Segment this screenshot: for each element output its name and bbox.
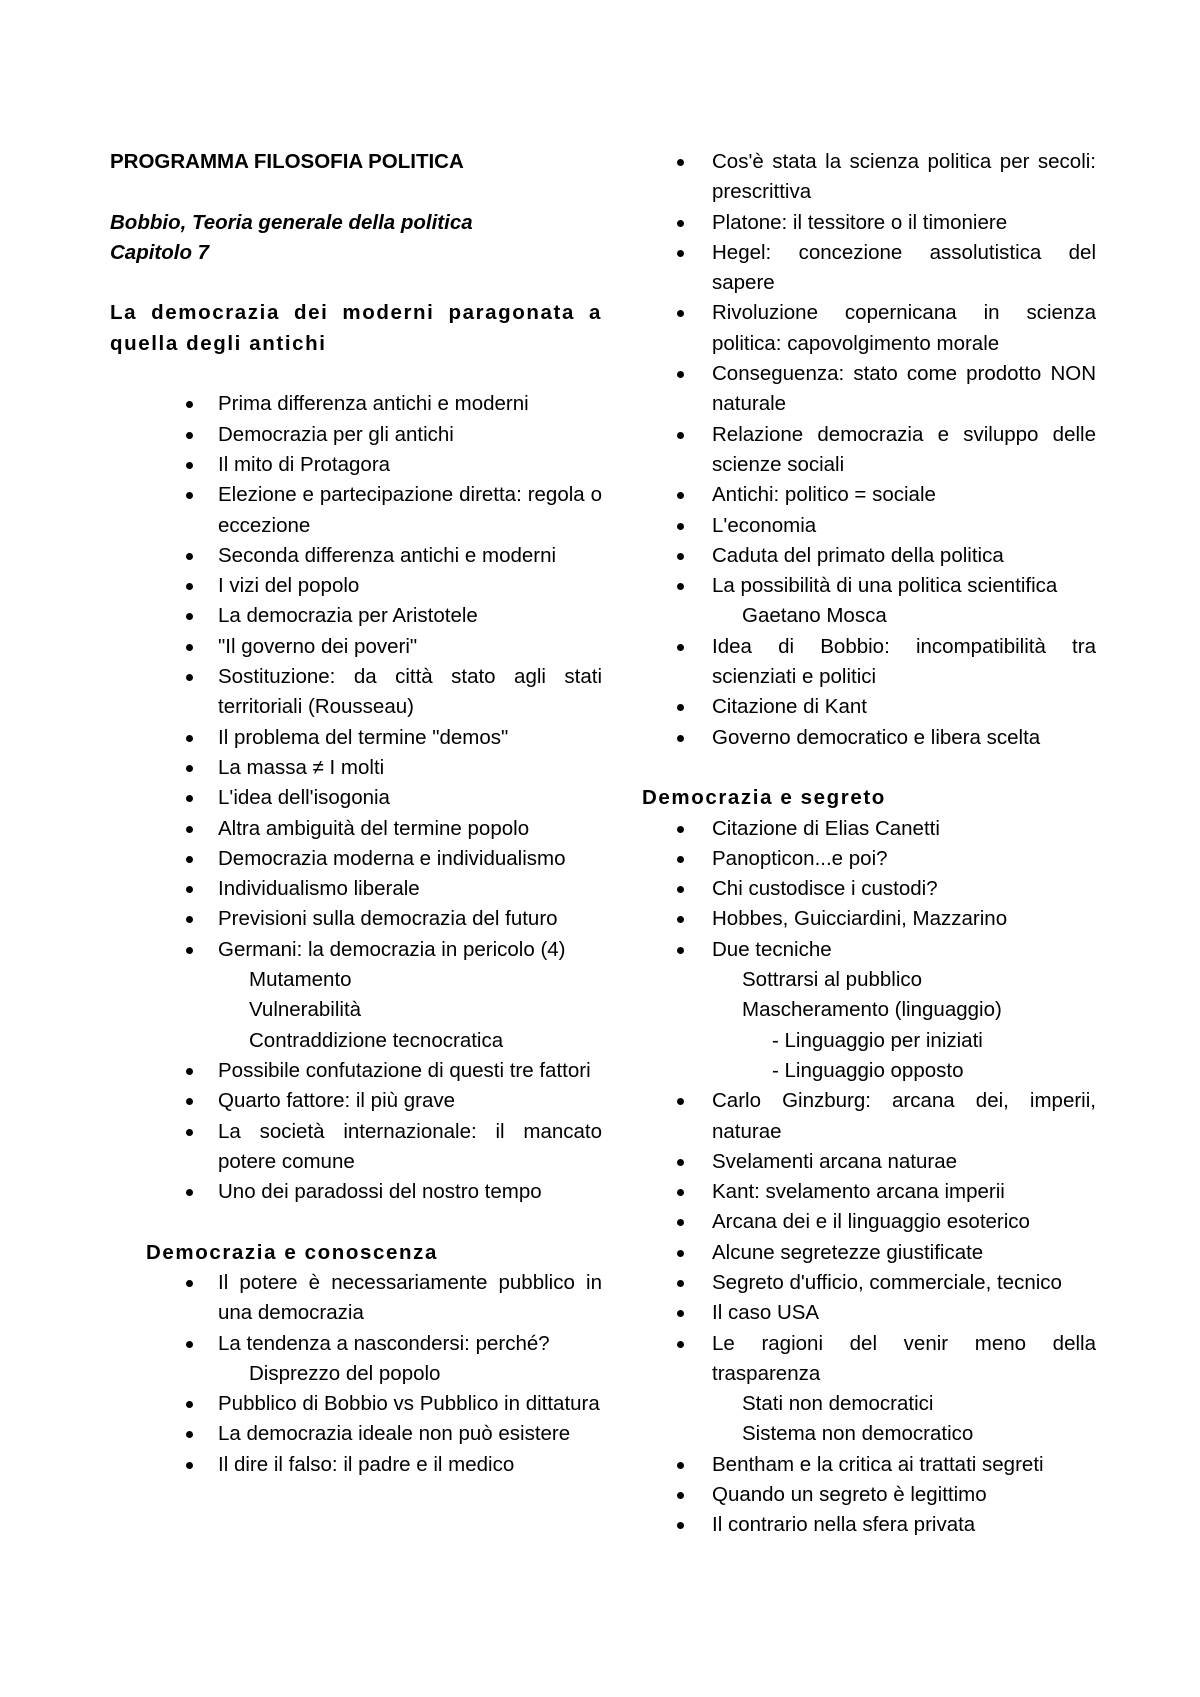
bullet-icon <box>677 1310 684 1317</box>
section-heading: Democrazia e conoscenza <box>146 1240 439 1264</box>
bullet-icon <box>677 553 684 560</box>
bullet-list <box>110 1268 602 1359</box>
bullet-icon <box>186 1098 193 1105</box>
list-item: Il dire il falso: il padre e il medico <box>110 1450 602 1480</box>
bullet-icon <box>186 1068 193 1075</box>
list-item: Germani: la democrazia in pericolo (4) <box>110 935 602 965</box>
bullet-icon <box>677 1522 684 1529</box>
list-item: La possibilità di una politica scientifica <box>640 571 1096 601</box>
left-column <box>110 147 602 1480</box>
list-item: Citazione di Kant <box>640 692 1096 722</box>
list-item: Le ragioni del venir meno della trasparenza <box>640 1329 1096 1390</box>
bullet-icon <box>677 947 684 954</box>
bullet-icon <box>186 401 193 408</box>
bullet-icon <box>186 1280 193 1287</box>
sub-item: Sottrarsi al pubblico <box>742 968 923 992</box>
list-item: Quarto fattore: il più grave <box>110 1086 602 1116</box>
bullet-icon <box>677 159 684 166</box>
list-item: Svelamenti arcana naturae <box>640 1147 1096 1177</box>
list-item: L'idea dell'isogonia <box>110 783 602 813</box>
section-heading: Democrazia e segreto <box>642 786 886 810</box>
list-item: Chi custodisce i custodi? <box>640 874 1096 904</box>
bullet-list <box>110 1389 602 1480</box>
list-item: Quando un segreto è legittimo <box>640 1480 1096 1510</box>
bullet-icon <box>677 704 684 711</box>
bullet-icon <box>186 1189 193 1196</box>
list-item: Individualismo liberale <box>110 874 602 904</box>
bullet-icon <box>186 916 193 923</box>
list-item: Pubblico di Bobbio vs Pubblico in dittatura <box>110 1389 602 1419</box>
bullet-icon <box>677 826 684 833</box>
bullet-list <box>110 389 602 965</box>
list-item: Antichi: politico = sociale <box>640 480 1096 510</box>
list-item: Relazione democrazia e sviluppo delle scienze sociali <box>640 420 1096 481</box>
bullet-icon <box>677 916 684 923</box>
list-item: Il contrario nella sfera privata <box>640 1510 1096 1540</box>
bullet-list <box>640 147 1096 601</box>
bullet-icon <box>186 613 193 620</box>
list-item: Uno dei paradossi del nostro tempo <box>110 1177 602 1207</box>
list-item: Possibile confutazione di questi tre fattori <box>110 1056 602 1086</box>
bullet-icon <box>186 1401 193 1408</box>
sub-sub-item: - Linguaggio per iniziati <box>772 1028 983 1052</box>
list-item: Governo democratico e libera scelta <box>640 723 1096 753</box>
bullet-icon <box>186 947 193 954</box>
list-item: Kant: svelamento arcana imperii <box>640 1177 1096 1207</box>
list-item: Hegel: concezione assolutistica del sapere <box>640 238 1096 299</box>
section-heading-line1: La democrazia dei moderni paragonata a <box>110 301 602 325</box>
right-column <box>640 147 1096 1541</box>
sub-item: Contraddizione tecnocratica <box>249 1028 504 1052</box>
bullet-icon <box>677 310 684 317</box>
bullet-icon <box>677 523 684 530</box>
list-item: Hobbes, Guicciardini, Mazzarino <box>640 904 1096 934</box>
bullet-icon <box>186 765 193 772</box>
bullet-icon <box>186 856 193 863</box>
list-item: Arcana dei e il linguaggio esoterico <box>640 1207 1096 1237</box>
chapter-title: Capitolo 7 <box>110 240 210 264</box>
list-item: Sostituzione: da città stato agli stati territoriali (Rousseau) <box>110 662 602 723</box>
bullet-icon <box>677 492 684 499</box>
list-item: Prima differenza antichi e moderni <box>110 389 602 419</box>
bullet-icon <box>186 1431 193 1438</box>
book-title: Bobbio, Teoria generale della politica <box>110 210 473 234</box>
list-item: Cos'è stata la scienza politica per secoli: prescrittiva <box>640 147 1096 208</box>
bullet-icon <box>677 1462 684 1469</box>
list-item: Elezione e partecipazione diretta: regola o eccezione <box>110 480 602 541</box>
sub-item: Mascheramento (linguaggio) <box>742 998 1002 1022</box>
bullet-icon <box>186 826 193 833</box>
list-item: La democrazia ideale non può esistere <box>110 1419 602 1449</box>
list-item: Panopticon...e poi? <box>640 844 1096 874</box>
sub-item: Stati non democratici <box>742 1392 934 1416</box>
list-item: Previsioni sulla democrazia del futuro <box>110 904 602 934</box>
bullet-icon <box>677 856 684 863</box>
bullet-icon <box>677 220 684 227</box>
document-title: PROGRAMMA FILOSOFIA POLITICA <box>110 150 464 173</box>
bullet-icon <box>677 432 684 439</box>
bullet-icon <box>677 644 684 651</box>
bullet-list <box>640 814 1096 965</box>
list-item: Il mito di Protagora <box>110 450 602 480</box>
bullet-list <box>640 632 1096 753</box>
bullet-icon <box>186 1129 193 1136</box>
list-item: Idea di Bobbio: incompatibilità tra scienziati e politici <box>640 632 1096 693</box>
list-item: Alcune segretezze giustificate <box>640 1238 1096 1268</box>
sub-item: Vulnerabilità <box>249 998 362 1022</box>
section-heading-line2: quella degli antichi <box>110 331 327 355</box>
bullet-icon <box>186 795 193 802</box>
bullet-icon <box>186 644 193 651</box>
list-item: Seconda differenza antichi e moderni <box>110 541 602 571</box>
bullet-list <box>640 1086 1096 1389</box>
list-item: La massa ≠ I molti <box>110 753 602 783</box>
list-item: La tendenza a nascondersi: perché? <box>110 1329 602 1359</box>
bullet-icon <box>677 1189 684 1196</box>
list-item: Platone: il tessitore o il timoniere <box>640 208 1096 238</box>
sub-sub-item: - Linguaggio opposto <box>772 1058 964 1082</box>
list-item: "Il governo dei poveri" <box>110 632 602 662</box>
list-item: Carlo Ginzburg: arcana dei, imperii, naturae <box>640 1086 1096 1147</box>
bullet-icon <box>677 1341 684 1348</box>
bullet-icon <box>186 583 193 590</box>
bullet-icon <box>186 553 193 560</box>
bullet-icon <box>186 1462 193 1469</box>
bullet-icon <box>677 250 684 257</box>
list-item: Il potere è necessariamente pubblico in una democrazia <box>110 1268 602 1329</box>
list-item: I vizi del popolo <box>110 571 602 601</box>
list-item: Citazione di Elias Canetti <box>640 814 1096 844</box>
bullet-icon <box>677 371 684 378</box>
bullet-icon <box>677 1280 684 1287</box>
bullet-icon <box>186 492 193 499</box>
list-item: Caduta del primato della politica <box>640 541 1096 571</box>
list-item: Il caso USA <box>640 1298 1096 1328</box>
sub-item: Disprezzo del popolo <box>249 1361 441 1385</box>
list-item: Bentham e la critica ai trattati segreti <box>640 1450 1096 1480</box>
bullet-icon <box>677 583 684 590</box>
bullet-list <box>640 1450 1096 1541</box>
list-item: La democrazia per Aristotele <box>110 601 602 631</box>
list-item: Due tecniche <box>640 935 1096 965</box>
list-item: Rivoluzione copernicana in scienza politica: capovolgimento morale <box>640 298 1096 359</box>
list-item: Il problema del termine "demos" <box>110 723 602 753</box>
bullet-icon <box>677 1219 684 1226</box>
bullet-icon <box>186 1341 193 1348</box>
bullet-icon <box>186 462 193 469</box>
list-item: Segreto d'ufficio, commerciale, tecnico <box>640 1268 1096 1298</box>
list-item: Democrazia per gli antichi <box>110 420 602 450</box>
sub-item: Gaetano Mosca <box>742 604 887 628</box>
bullet-icon <box>677 735 684 742</box>
bullet-icon <box>186 886 193 893</box>
bullet-icon <box>677 1492 684 1499</box>
bullet-icon <box>186 432 193 439</box>
list-item: Democrazia moderna e individualismo <box>110 844 602 874</box>
bullet-icon <box>186 674 193 681</box>
bullet-list <box>110 1056 602 1207</box>
bullet-icon <box>677 1098 684 1105</box>
sub-item: Sistema non democratico <box>742 1422 974 1446</box>
bullet-icon <box>677 886 684 893</box>
sub-item: Mutamento <box>249 968 352 992</box>
list-item: L'economia <box>640 511 1096 541</box>
bullet-icon <box>677 1250 684 1257</box>
list-item: Altra ambiguità del termine popolo <box>110 814 602 844</box>
list-item: Conseguenza: stato come prodotto NON naturale <box>640 359 1096 420</box>
bullet-icon <box>186 735 193 742</box>
bullet-icon <box>677 1159 684 1166</box>
list-item: La società internazionale: il mancato potere comune <box>110 1117 602 1178</box>
